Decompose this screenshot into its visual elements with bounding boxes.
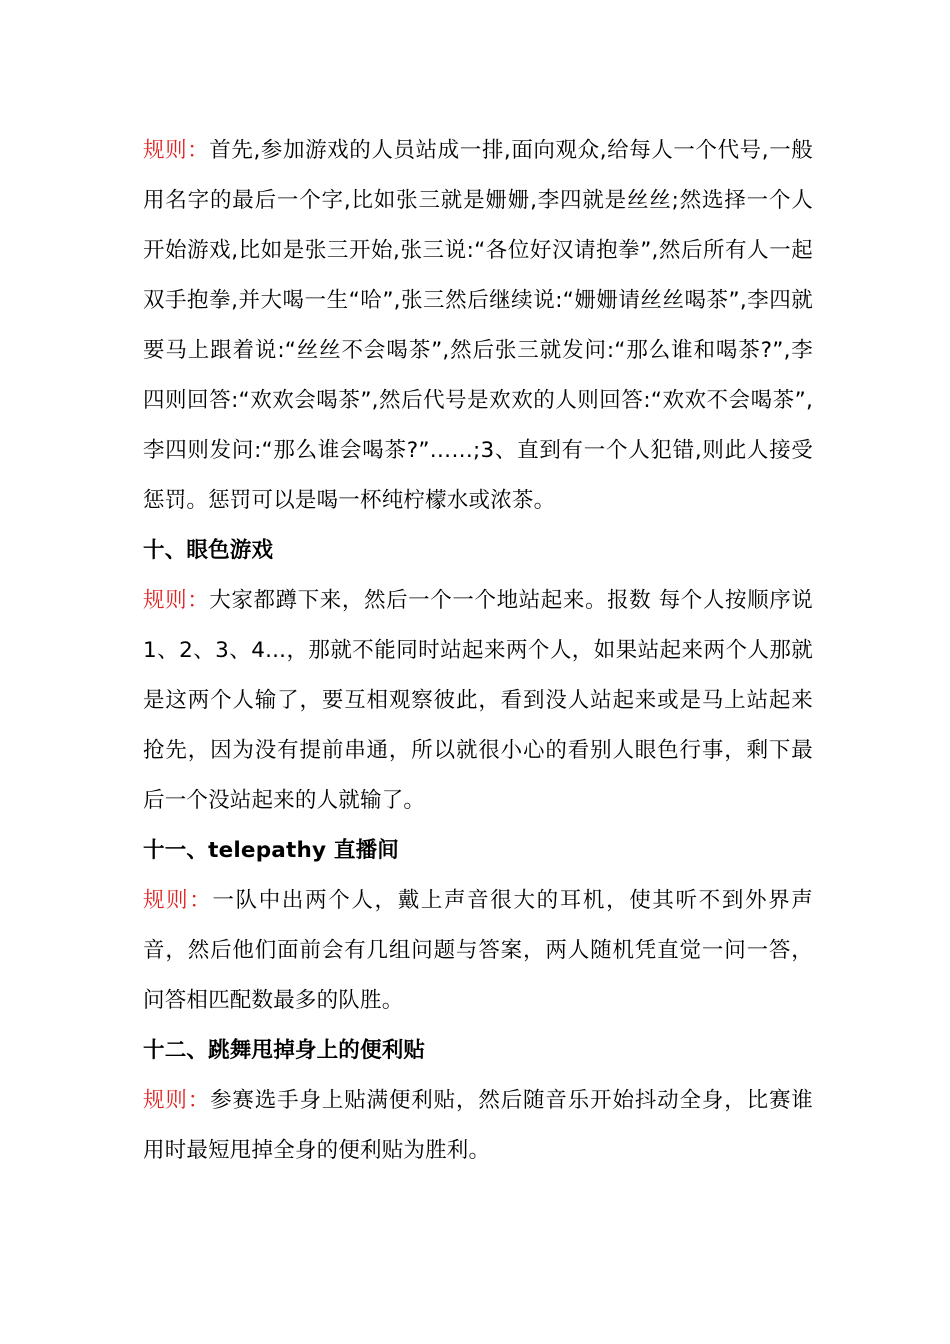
rules-text: 首先,参加游戏的人员站成一排,面向观众,给每人一个代号,一般用名字的最后一个字,比如张三就是姗姗,李四就是丝丝;然选择一个人开始游戏,比如是张三开始,张三说:“各位好汉请抱拳”,然后所有人一起双手抱拳,并大喝一生“哈”,张三然后继续说:“姗姗请丝丝喝茶”,李四就要马上跟着说:“丝丝不会喝茶”,然后张三就发问:“那么谁和喝茶?”,李四则回答:“欢欢会喝茶”,然后代号是欢欢的人则回答:“欢欢不会喝茶”,李四则发问:“那么谁会喝茶?”……;3、直到有一个人犯错,则此人接受惩罚。惩罚可以是喝一杯纯柠檬水或浓茶。 <box>143 138 813 513</box>
rules-label: 规则： <box>143 888 213 913</box>
rules-paragraph-sticky-notes <box>143 1076 813 1176</box>
document-page <box>143 126 813 1176</box>
rules-paragraph-eye-game <box>143 576 813 826</box>
rules-text: 一队中出两个人，戴上声音很大的耳机，使其听不到外界声音，然后他们面前会有几组问题与答案，两人随机凭直觉一问一答，问答相匹配数最多的队胜。 <box>143 888 813 1013</box>
rules-paragraph-telepathy <box>143 876 813 1026</box>
section-heading-eye-game: 十、眼色游戏 <box>143 538 274 563</box>
rules-text: 大家都蹲下来，然后一个一个地站起来。报数 每个人按顺序说1、2、3、4...，那就不能同时站起来两个人，如果站起来两个人那就是这两个人输了，要互相观察彼此，看到没人站起来或是马上站起来抢先，因为没有提前串通，所以就很小心的看别人眼色行事，剩下最后一个没站起来的人就输了。 <box>143 588 813 813</box>
rules-label: 规则： <box>143 138 210 163</box>
rules-label: 规则： <box>143 1088 211 1113</box>
rules-text: 参赛选手身上贴满便利贴，然后随音乐开始抖动全身，比赛谁用时最短甩掉全身的便利贴为胜利。 <box>143 1088 814 1163</box>
rules-label: 规则： <box>143 588 210 613</box>
rules-paragraph-tea-game <box>143 126 813 526</box>
section-heading-telepathy: 十一、telepathy 直播间 <box>143 838 399 863</box>
section-heading-sticky-notes: 十二、跳舞甩掉身上的便利贴 <box>143 1038 426 1063</box>
